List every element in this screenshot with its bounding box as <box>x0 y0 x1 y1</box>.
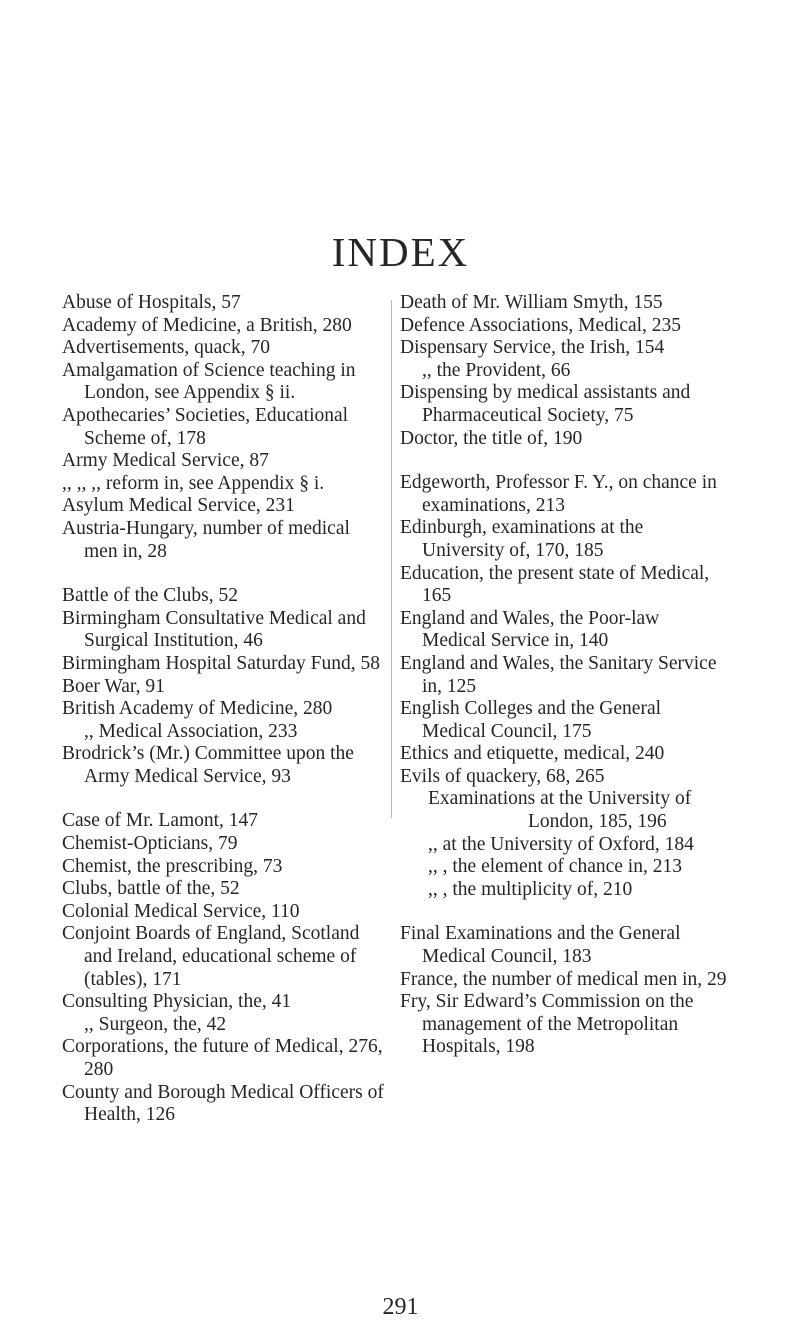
index-entry: Doctor, the title of, 190 <box>400 427 583 449</box>
index-entry: Clubs, battle of the, 52 <box>62 878 240 900</box>
index-entry: Evils of quackery, 68, 265 <box>400 765 605 787</box>
index-entry: Asylum Medical Service, 231 <box>62 495 295 517</box>
index-entry: ,, , the element of chance in, 213 <box>428 856 682 878</box>
index-entry: Ethics and etiquette, medical, 240 <box>400 743 665 765</box>
index-entry: Battle of the Clubs, 52 <box>62 585 239 607</box>
index-entry: ,, the Provident, 66 <box>422 359 571 381</box>
index-entry: Dispensing by medical assistants and Pharmaceutical Society, 75 <box>400 382 691 426</box>
index-entry: Consulting Physician, the, 41 <box>62 991 292 1013</box>
index-entry: Edgeworth, Professor F. Y., on chance in examinations, 213 <box>400 472 717 516</box>
index-entry: ,, , the multiplicity of, 210 <box>428 878 633 900</box>
index-column-right <box>400 292 727 1059</box>
index-entry: Boer War, 91 <box>62 675 165 697</box>
index-column-left <box>62 292 386 1127</box>
index-entry: ,, Medical Association, 233 <box>84 720 298 742</box>
index-entry: Case of Mr. Lamont, 147 <box>62 810 259 832</box>
index-entry: Birmingham Hospital Saturday Fund, 58 <box>62 652 380 674</box>
index-entry: Defence Associations, Medical, 235 <box>400 314 682 336</box>
index-entry: Final Examinations and the General Medical Council, 183 <box>400 923 681 968</box>
index-entry: England and Wales, the Sanitary Service in, 125 <box>400 652 717 697</box>
index-entry: Death of Mr. William Smyth, 155 <box>400 292 663 313</box>
index-entry: Birmingham Consultative Medical and Surgical Institution, 46 <box>62 607 366 652</box>
column-divider <box>391 300 392 818</box>
index-entry: Austria-Hungary, number of medical men in, 28 <box>62 517 350 562</box>
index-entry: France, the number of medical men in, 29 <box>400 968 727 990</box>
index-entry: Chemist-Opticians, 79 <box>62 833 238 855</box>
index-entry: Examinations at the University of London, 185, 196 <box>428 788 692 833</box>
index-entry: Academy of Medicine, a British, 280 <box>62 314 352 336</box>
index-entry: English Colleges and the General Medical Council, 175 <box>400 698 662 742</box>
index-entry: Corporations, the future of Medical, 276, 280 <box>62 1036 383 1080</box>
index-entry: Edinburgh, examinations at the University of, 170, 185 <box>400 517 644 561</box>
index-entry: Chemist, the prescribing, 73 <box>62 855 283 877</box>
index-entry: Conjoint Boards of England, Scotland and Ireland, educational scheme of (tables), 171 <box>62 923 360 990</box>
index-entry: England and Wales, the Poor-law Medical Service in, 140 <box>400 607 660 652</box>
index-entry: Advertisements, quack, 70 <box>62 337 270 359</box>
index-entry: ,, at the University of Oxford, 184 <box>428 833 694 855</box>
index-entry: Colonial Medical Service, 110 <box>62 900 300 922</box>
index-entry: Army Medical Service, 87 <box>62 450 269 472</box>
index-entry: ,, ,, ,, reform in, see Appendix § i. <box>62 472 325 494</box>
index-entry: Amalgamation of Science teaching in London, see Appendix § ii. <box>62 359 356 404</box>
index-entry: Brodrick’s (Mr.) Committee upon the Army Medical Service, 93 <box>62 743 354 787</box>
index-entry: Education, the present state of Medical, 165 <box>400 562 710 607</box>
index-entry: Dispensary Service, the Irish, 154 <box>400 337 665 359</box>
page-title: INDEX <box>331 229 470 275</box>
index-entry: Apothecaries’ Societies, Educational Scheme of, 178 <box>62 404 349 449</box>
page-number: 291 <box>382 1294 419 1320</box>
index-entry: British Academy of Medicine, 280 <box>62 698 333 720</box>
index-entry: Abuse of Hospitals, 57 <box>62 292 241 313</box>
index-entry: Fry, Sir Edward’s Commission on the management of the Metropolitan Hospitals, 198 <box>400 991 694 1058</box>
index-entry: ,, Surgeon, the, 42 <box>84 1013 227 1035</box>
index-entry: County and Borough Medical Officers of Health, 126 <box>62 1081 384 1126</box>
